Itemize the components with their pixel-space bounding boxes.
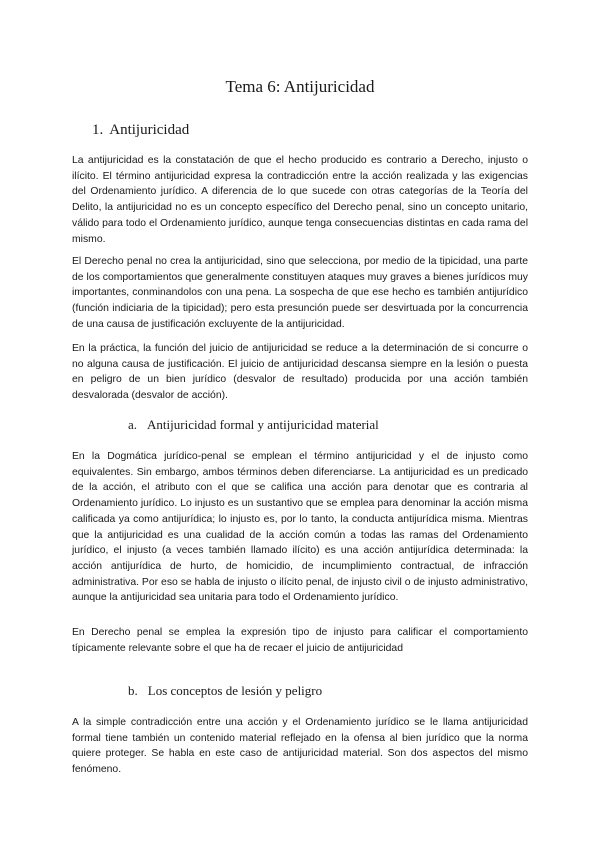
paragraph-tipo-de-injusto: En Derecho penal se emplea la expresión tipo de injusto para calificar el comportamiento típicamente relevante sobre el que ha de recaer el juicio de antijuricidad [72, 627, 528, 654]
subsection-title: Antijuricidad formal y antijuricidad material [147, 417, 379, 432]
subsection-heading-formal-material [128, 416, 379, 434]
paragraph-tipicidad: El Derecho penal no crea la antijuricidad, sino que selecciona, por medio de la tipicidad, una parte de los comportamientos que generalmente constituyen ataques muy graves a bienes jurídicos muy importantes, conminandolos con una pena. La sospecha de que ese hecho es también antijurídico (función indiciaria de la tipicidad); pero esta presunción puede ser desvirtuada por la concurrencia de una causa de justificación excluyente de la antijuricidad. [72, 256, 528, 330]
paragraph-contradiccion: A la simple contradicción entre una acción y el Ordenamiento jurídico se le llama antijuricidad formal tiene también un contenido material reflejado en la ofensa al bien jurídico que la norma quiere proteger. Se habla en este caso de antijuricidad material. Son dos aspectos del mismo fenómeno. [72, 717, 528, 776]
page-title: Tema 6: Antijuricidad [225, 77, 375, 96]
subsection-title: Los conceptos de lesión y peligro [147, 683, 323, 698]
subsection-heading-lesion-peligro [128, 682, 322, 700]
subsection-number: a. [128, 417, 138, 432]
section-title: Antijuricidad [109, 122, 190, 138]
subsection-number: b. [128, 683, 138, 698]
section-heading-antijuricidad [92, 120, 189, 140]
paragraph-dogmatica: En la Dogmática jurídico-penal se emplean el término antijuricidad y el de injusto como equivalentes. Sin embargo, ambos términos deben diferenciarse. La antijuricidad es un predicado de la acción, el atributo con el que se califica una acción para denotar que es contraria al Ordenamiento jurídico. Lo injusto es un sustantivo que se emplea para denominar la acción misma calificada ya como antijurídica; lo injusto es, por lo tanto, la conducta antijurídica misma. Mientras que la antijuricidad es una cualidad de la acción común a todas las ramas del Ordenamiento jurídico, el injusto (a veces también llamado ilícito) es una acción antijurídica determinada: la acción antijurídica de hurto, de homicidio, de incumplimiento contractual, de infracción administrativa. Por eso se habla de injusto o ilícito penal, de injusto civil o de injusto administrativo, aunque la antijuricidad sea unitaria para todo el Ordenamiento jurídico. [72, 451, 528, 604]
paragraph-practica: En la práctica, la función del juicio de antijuricidad se reduce a la determinación de si concurre o no alguna causa de justificación. El juicio de antijuricidad descansa siempre en la lesión o puesta en peligro de un bien jurídico (desvalor de resultado) producida por una acción también desvalorada (desvalor de acción). [72, 343, 528, 402]
paragraph-definition: La antijuricidad es la constatación de que el hecho producido es contrario a Derecho, injusto o ilícito. El término antijuricidad expresa la contradicción entre la acción realizada y las exigencias del Ordenamiento jurídico. A diferencia de lo que sucede con otras categorías de la Teoría del Delito, la antijuricidad no es un concepto específico del Derecho penal, sino un concepto unitario, válido para todo el Ordenamiento jurídico, aunque tenga consecuencias distintas en cada rama del mismo. [72, 155, 528, 245]
section-number: 1. [92, 122, 104, 138]
